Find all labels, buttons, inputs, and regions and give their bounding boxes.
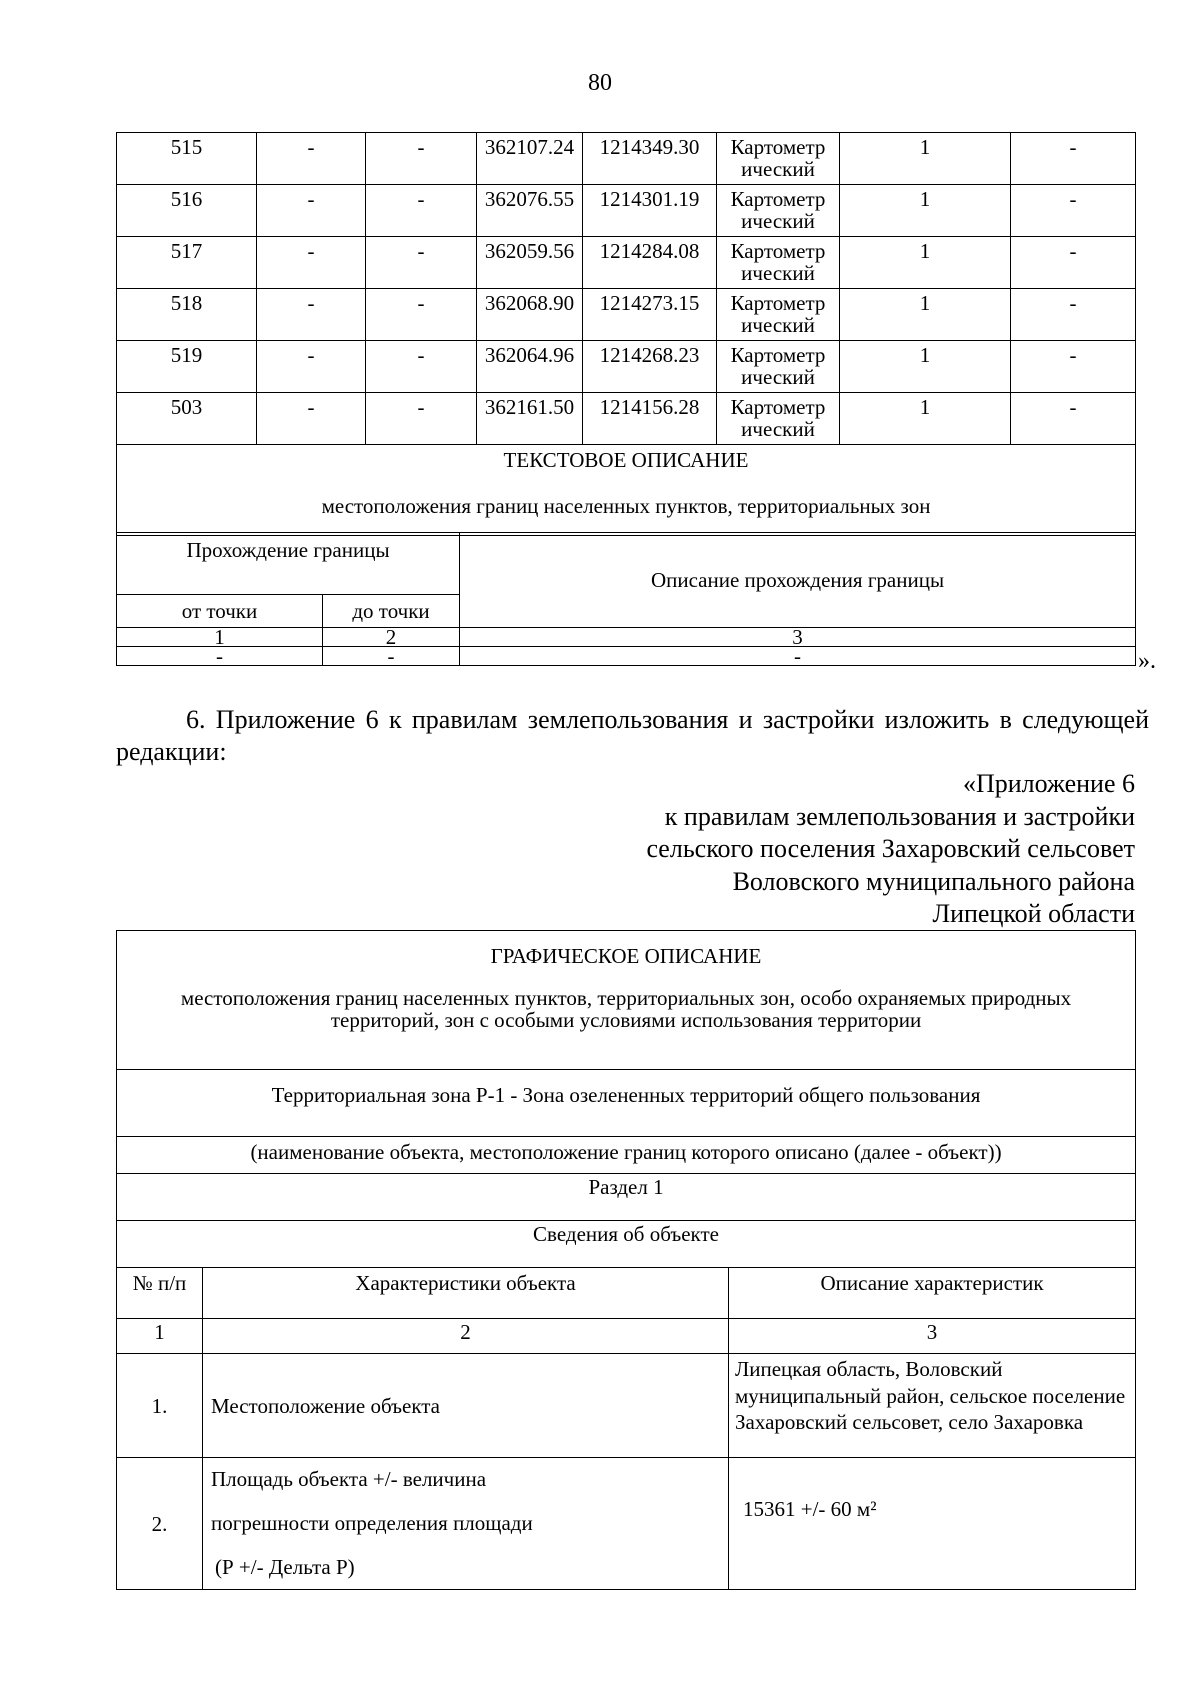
method-line-1: Картометр xyxy=(730,343,826,367)
characteristic: Местоположение объекта xyxy=(203,1354,729,1458)
coord-y: 1214301.19 xyxy=(583,185,717,237)
zone-name: Территориальная зона Р-1 - Зона озелененных территорий общего пользования xyxy=(117,1070,1136,1137)
method xyxy=(717,341,840,393)
method xyxy=(717,237,840,289)
method-line-2: ический xyxy=(741,417,815,441)
cell-dash: - xyxy=(460,647,1136,666)
coordinates-table xyxy=(116,132,1136,536)
col-header-characteristics: Характеристики объекта xyxy=(203,1268,729,1319)
column-index: 1 xyxy=(117,1319,203,1354)
cell-dash: - xyxy=(257,185,366,237)
characteristic-description: Липецкая область, Воловский муниципальный район, сельское поселение Захаровский сельсовет, село Захаровка xyxy=(729,1354,1136,1458)
section-title: Сведения об объекте xyxy=(117,1221,1136,1268)
coord-x: 362068.90 xyxy=(477,289,583,341)
cell-dash: - xyxy=(366,289,477,341)
cell-dash: - xyxy=(323,647,460,666)
coord-y: 1214156.28 xyxy=(583,393,717,445)
cell-dash: - xyxy=(257,133,366,185)
note: - xyxy=(1011,393,1136,445)
cell-dash: - xyxy=(257,393,366,445)
closing-quote: ». xyxy=(1138,648,1156,674)
method-line-2: ический xyxy=(741,209,815,233)
cell-dash: - xyxy=(117,647,323,666)
accuracy: 1 xyxy=(840,393,1011,445)
coord-y: 1214349.30 xyxy=(583,133,717,185)
coord-x: 362161.50 xyxy=(477,393,583,445)
coord-row xyxy=(117,185,1136,237)
coord-y: 1214284.08 xyxy=(583,237,717,289)
appendix-line: сельского поселения Захаровский сельсовет xyxy=(646,834,1135,863)
coord-row xyxy=(117,341,1136,393)
characteristic xyxy=(203,1458,729,1590)
point-number: 503 xyxy=(117,393,257,445)
row-number: 1. xyxy=(117,1354,203,1458)
accuracy: 1 xyxy=(840,289,1011,341)
column-index: 3 xyxy=(460,628,1136,647)
cell-dash: - xyxy=(366,237,477,289)
note: - xyxy=(1011,289,1136,341)
cell-dash: - xyxy=(366,393,477,445)
method-line-1: Картометр xyxy=(730,395,826,419)
coord-x: 362107.24 xyxy=(477,133,583,185)
section-label: Раздел 1 xyxy=(117,1174,1136,1221)
appendix-line: к правилам землепользования и застройки xyxy=(664,801,1135,831)
text-description-header xyxy=(117,445,1136,536)
method-line-2: ический xyxy=(741,157,815,181)
text-description-title: ТЕКСТОВОЕ ОПИСАНИЕ xyxy=(503,448,749,472)
graphic-description-table xyxy=(116,930,1136,1590)
amendment-paragraph: 6. Приложение 6 к правилам землепользования и застройки изложить в следующей редакции: xyxy=(116,705,1149,766)
text-description-subtitle: местоположения границ населенных пунктов, территориальных зон xyxy=(321,494,931,518)
accuracy: 1 xyxy=(840,185,1011,237)
coord-row xyxy=(117,393,1136,445)
method-line-2: ический xyxy=(741,313,815,337)
row-number: 2. xyxy=(117,1458,203,1590)
to-point-header: до точки xyxy=(323,595,460,628)
note: - xyxy=(1011,133,1136,185)
characteristic-line: Площадь объекта +/- величина xyxy=(211,1467,487,1491)
coord-row xyxy=(117,133,1136,185)
graphic-description-subtitle: местоположения границ населенных пунктов, территориальных зон, особо охраняемых природных территорий, зон с особыми условиями использования территории xyxy=(180,986,1072,1032)
column-index: 3 xyxy=(729,1319,1136,1354)
method-line-2: ический xyxy=(741,261,815,285)
method xyxy=(717,289,840,341)
method xyxy=(717,133,840,185)
cell-dash: - xyxy=(366,185,477,237)
method xyxy=(717,393,840,445)
boundary-passage-table xyxy=(116,532,1136,666)
coord-y: 1214273.15 xyxy=(583,289,717,341)
object-note: (наименование объекта, местоположение границ которого описано (далее - объект)) xyxy=(117,1137,1136,1174)
boundary-passage-header: Прохождение границы xyxy=(117,533,460,595)
coord-x: 362059.56 xyxy=(477,237,583,289)
col-header-description: Описание характеристик xyxy=(729,1268,1136,1319)
appendix-line: Воловского муниципального района xyxy=(732,866,1135,896)
note: - xyxy=(1011,185,1136,237)
point-number: 516 xyxy=(117,185,257,237)
page-number: 80 xyxy=(588,70,612,96)
method-line-1: Картометр xyxy=(730,187,826,211)
point-number: 518 xyxy=(117,289,257,341)
passage-description-header: Описание прохождения границы xyxy=(460,533,1136,628)
coord-y: 1214268.23 xyxy=(583,341,717,393)
column-index: 2 xyxy=(323,628,460,647)
characteristic-description: 15361 +/- 60 м² xyxy=(729,1458,1136,1590)
appendix-line: Липецкой области xyxy=(932,899,1135,928)
graphic-description-header xyxy=(117,931,1136,1070)
appendix-line: «Приложение 6 xyxy=(962,769,1135,798)
method-line-2: ический xyxy=(741,365,815,389)
appendix-header xyxy=(646,768,1135,931)
method xyxy=(717,185,840,237)
coord-x: 362064.96 xyxy=(477,341,583,393)
note: - xyxy=(1011,237,1136,289)
column-index: 1 xyxy=(117,628,323,647)
note: - xyxy=(1011,341,1136,393)
coord-row xyxy=(117,237,1136,289)
cell-dash: - xyxy=(257,289,366,341)
cell-dash: - xyxy=(366,341,477,393)
accuracy: 1 xyxy=(840,133,1011,185)
cell-dash: - xyxy=(257,237,366,289)
point-number: 515 xyxy=(117,133,257,185)
graphic-description-title: ГРАФИЧЕСКОЕ ОПИСАНИЕ xyxy=(490,944,762,968)
characteristic-line: (Р +/- Дельта Р) xyxy=(215,1555,355,1579)
point-number: 517 xyxy=(117,237,257,289)
column-index: 2 xyxy=(203,1319,729,1354)
characteristic-line: погрешности определения площади xyxy=(211,1511,533,1535)
cell-dash: - xyxy=(366,133,477,185)
from-point-header: от точки xyxy=(117,595,323,628)
method-line-1: Картометр xyxy=(730,135,826,159)
col-header-num: № п/п xyxy=(117,1268,203,1319)
method-line-1: Картометр xyxy=(730,239,826,263)
method-line-1: Картометр xyxy=(730,291,826,315)
accuracy: 1 xyxy=(840,341,1011,393)
coord-x: 362076.55 xyxy=(477,185,583,237)
coord-row xyxy=(117,289,1136,341)
accuracy: 1 xyxy=(840,237,1011,289)
cell-dash: - xyxy=(257,341,366,393)
point-number: 519 xyxy=(117,341,257,393)
